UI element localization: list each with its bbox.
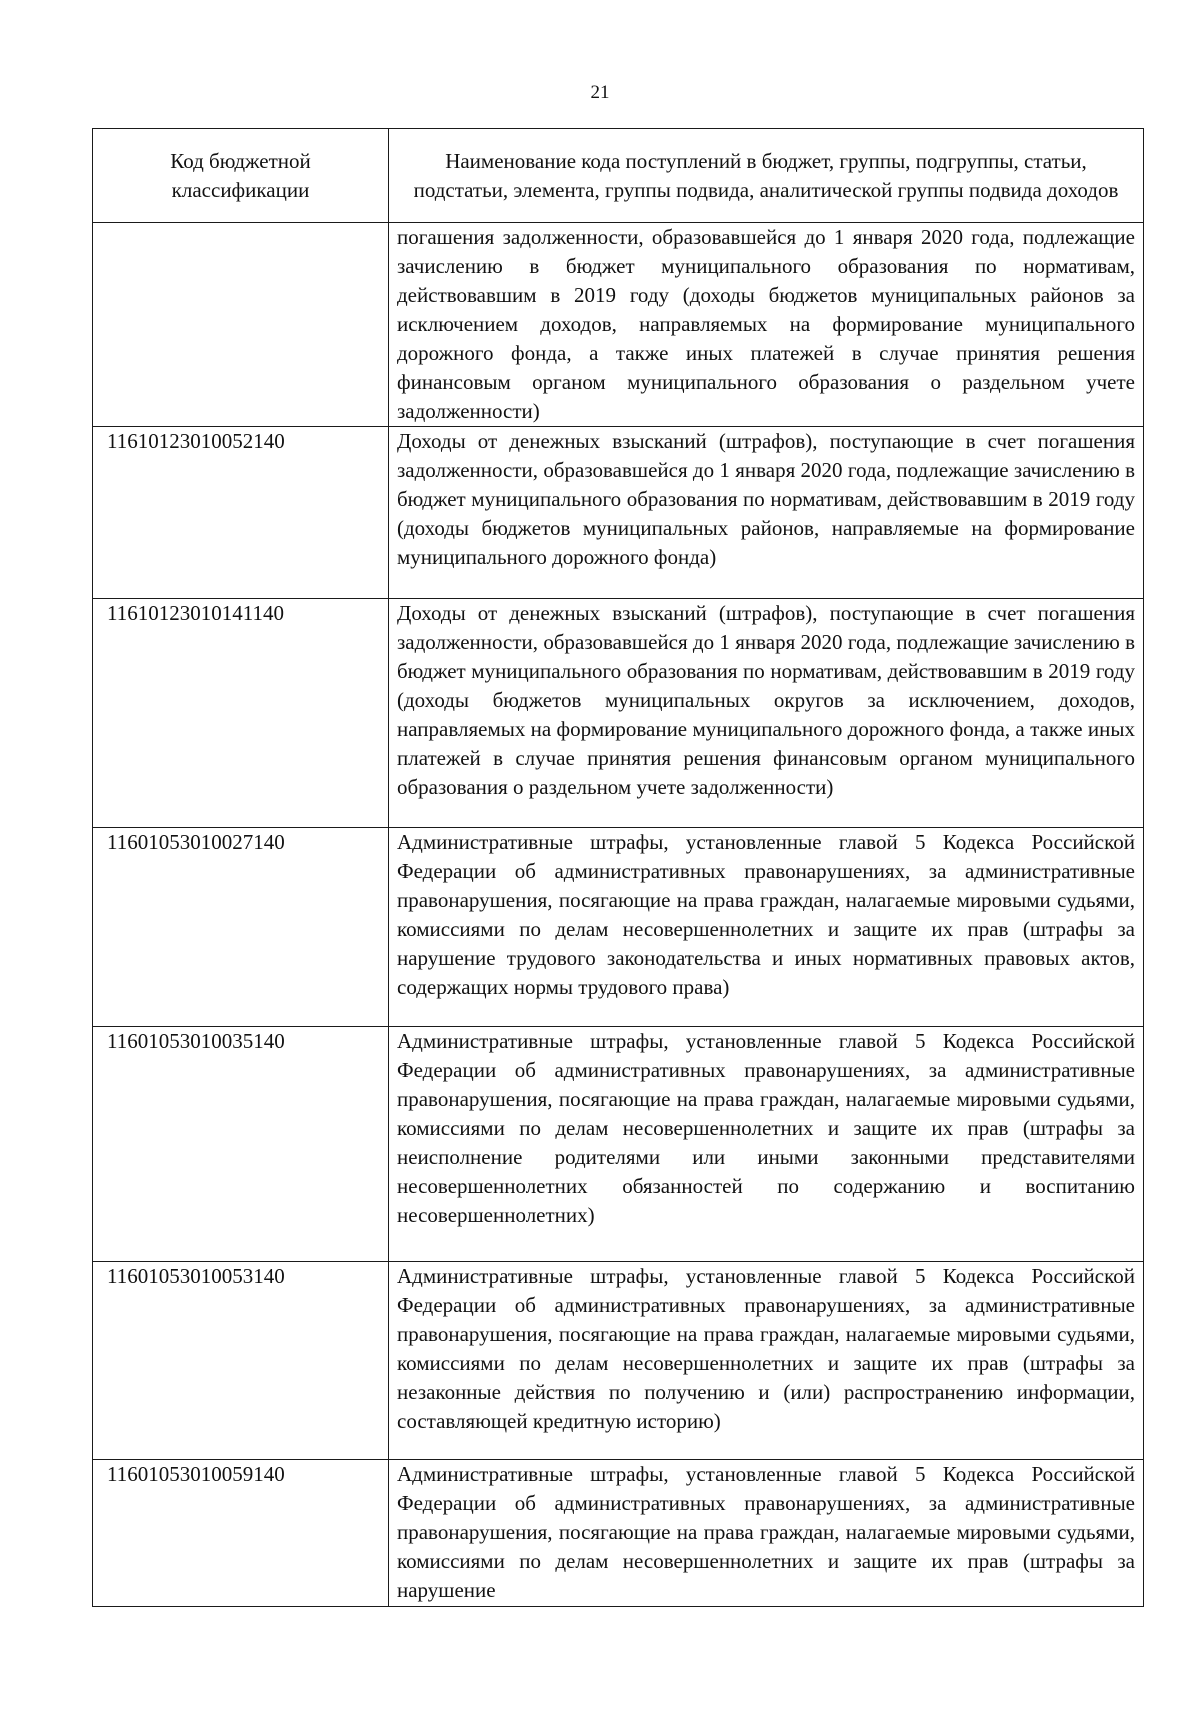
row-code	[93, 223, 389, 427]
budget-classification-table	[92, 128, 1144, 1607]
row-name: Административные штрафы, установленные главой 5 Кодекса Российской Федерации об административных правонарушениях, за административные правонарушения, посягающие на права граждан, налагаемые мировыми судьями, комиссиями по делам несовершеннолетних и защите их прав (штрафы за неисполнение родителями или иными законными представителями несовершеннолетних обязанностей по содержанию и воспитанию несовершеннолетних)	[389, 1027, 1144, 1262]
table-row	[93, 828, 1144, 1027]
table-row	[93, 223, 1144, 427]
header-code: Код бюджетной классификации	[93, 129, 389, 223]
row-code: 11601053010027140	[93, 828, 389, 1027]
row-name: Доходы от денежных взысканий (штрафов), поступающие в счет погашения задолженности, образовавшейся до 1 января 2020 года, подлежащие зачислению в бюджет муниципального образования по нормативам, действовавшим в 2019 году (доходы бюджетов муниципальных районов, направляемые на формирование муниципального дорожного фонда)	[389, 427, 1144, 599]
table-row	[93, 427, 1144, 599]
row-code: 11610123010052140	[93, 427, 389, 599]
row-name: Административные штрафы, установленные главой 5 Кодекса Российской Федерации об административных правонарушениях, за административные правонарушения, посягающие на права граждан, налагаемые мировыми судьями, комиссиями по делам несовершеннолетних и защите их прав (штрафы за нарушение	[389, 1460, 1144, 1607]
row-code: 11601053010053140	[93, 1262, 389, 1460]
row-name: Административные штрафы, установленные главой 5 Кодекса Российской Федерации об административных правонарушениях, за административные правонарушения, посягающие на права граждан, налагаемые мировыми судьями, комиссиями по делам несовершеннолетних и защите их прав (штрафы за незаконные действия по получению и (или) распространению информации, составляющей кредитную историю)	[389, 1262, 1144, 1460]
row-name: погашения задолженности, образовавшейся до 1 января 2020 года, подлежащие зачислению в бюджет муниципального образования по нормативам, действовавшим в 2019 году (доходы бюджетов муниципальных районов за исключением доходов, направляемых на формирование муниципального дорожного фонда, а также иных платежей в случае принятия решения финансовым органом муниципального образования о раздельном учете задолженности)	[389, 223, 1144, 427]
table-header-row	[93, 129, 1144, 223]
table-row	[93, 599, 1144, 828]
row-name: Доходы от денежных взысканий (штрафов), поступающие в счет погашения задолженности, образовавшейся до 1 января 2020 года, подлежащие зачислению в бюджет муниципального образования по нормативам, действовавшим в 2019 году (доходы бюджетов муниципальных округов за исключением, доходов, направляемых на формирование муниципального дорожного фонда, а также иных платежей в случае принятия решения финансовым органом муниципального образования о раздельном учете задолженности)	[389, 599, 1144, 828]
row-name: Административные штрафы, установленные главой 5 Кодекса Российской Федерации об административных правонарушениях, за административные правонарушения, посягающие на права граждан, налагаемые мировыми судьями, комиссиями по делам несовершеннолетних и защите их прав (штрафы за нарушение трудового законодательства и иных нормативных правовых актов, содержащих нормы трудового права)	[389, 828, 1144, 1027]
row-code: 11601053010035140	[93, 1027, 389, 1262]
table-row	[93, 1460, 1144, 1607]
row-code: 11610123010141140	[93, 599, 389, 828]
table-row	[93, 1262, 1144, 1460]
row-code: 11601053010059140	[93, 1460, 389, 1607]
page-number: 21	[590, 82, 610, 103]
table-row	[93, 1027, 1144, 1262]
header-name: Наименование кода поступлений в бюджет, группы, подгруппы, статьи, подстатьи, элемента, группы подвида, аналитической группы подвида доходов	[389, 129, 1144, 223]
